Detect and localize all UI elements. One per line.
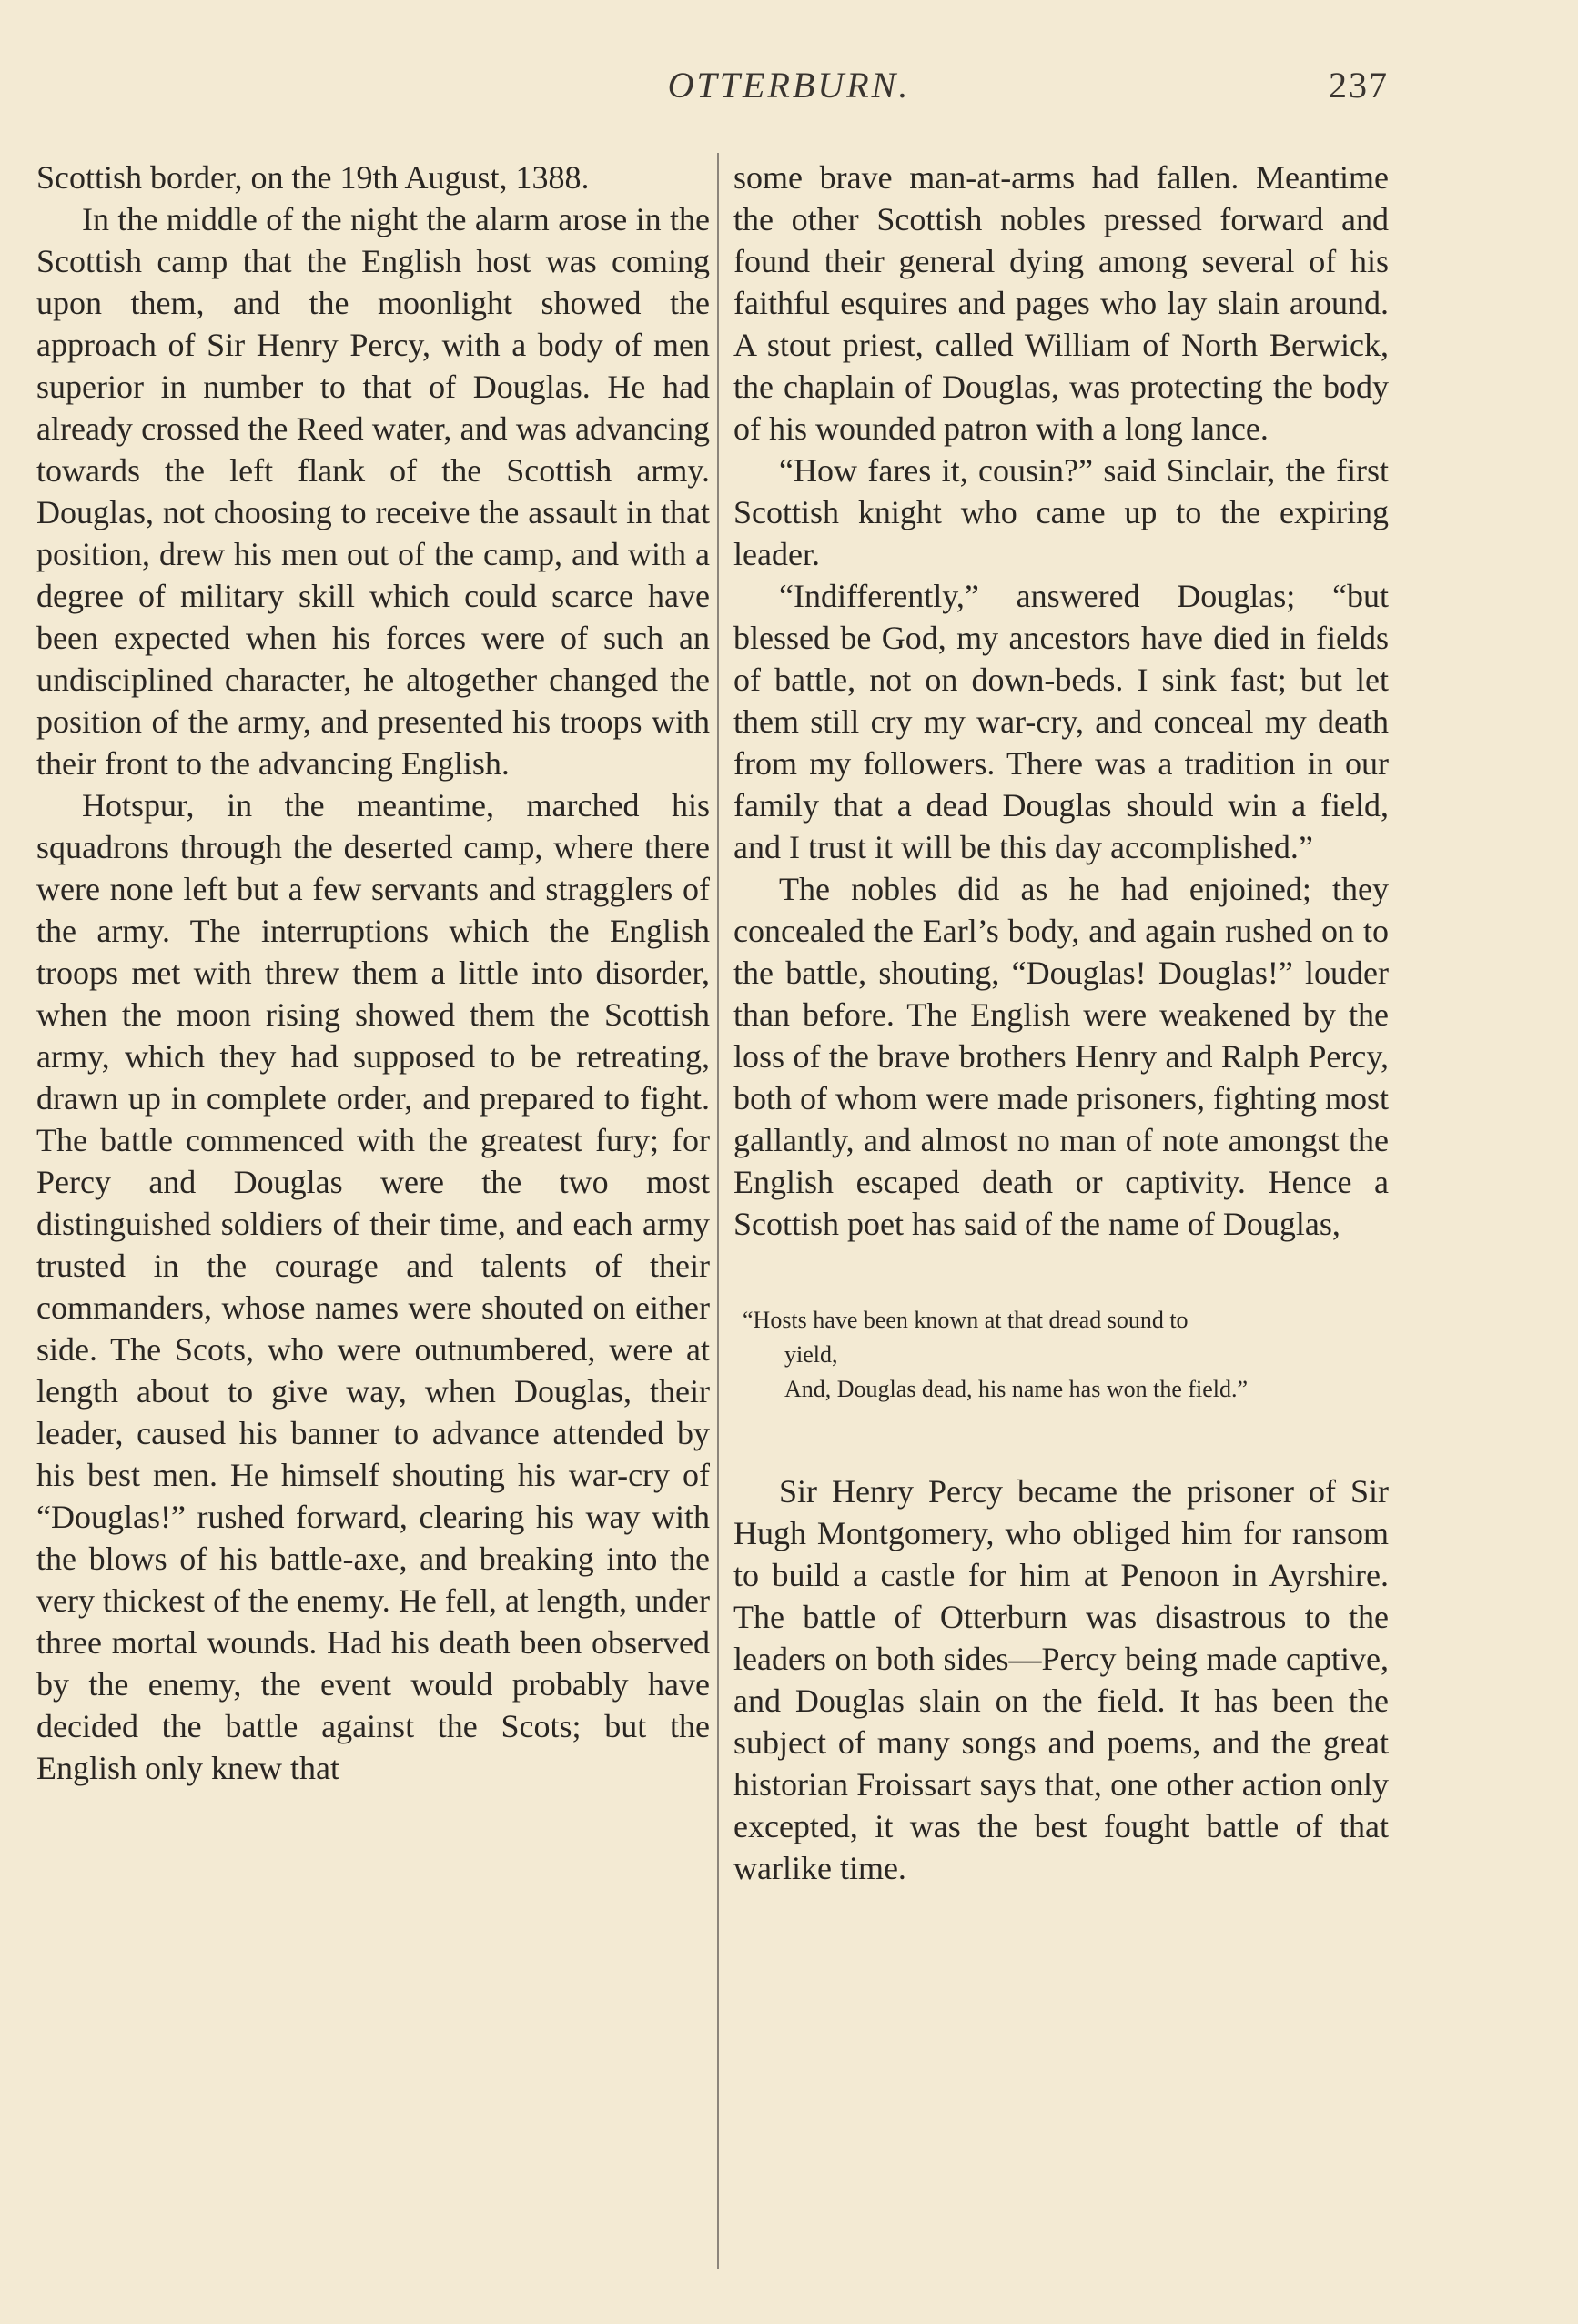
paragraph: “How fares it, cousin?” said Sinclair, the first Scottish knight who came up to the expiring leader. [733,452,1389,572]
paragraph: The nobles did as he had enjoined; they concealed the Earl’s body, and again rushed on to the battle, shouting, “Douglas! Douglas!” louder than before. The English were weakened by the loss of the brave brothers Henry and Ralph Percy, both of whom were made prisoners, fighting most gallantly, and almost no man of note amongst the English escaped death or captivity. Hence a Scottish poet has said of the name of Douglas, [733,871,1389,1242]
column-divider [717,153,719,2269]
paragraph: Sir Henry Percy became the prisoner of Sir Hugh Montgomery, who obliged him for ransom to build a castle for him at Penoon in Ayrshire. The battle of Otterburn was disastrous to the leaders on both sides—Percy being made captive, and Douglas slain on the field. It has been the subject of many songs and poems, and the great historian Froissart says that, one other action only excepted, it was the best fought battle of that warlike time. [733,1473,1389,1886]
running-header-title: OTTERBURN. [667,65,911,106]
right-column [733,157,1389,1889]
page-number: 237 [1329,65,1389,106]
left-column [36,157,710,1789]
verse-quotation [733,1303,1389,1407]
paragraph: In the middle of the night the alarm arose in the Scottish camp that the English host was coming upon them, and the moonlight showed the approach of Sir Henry Percy, with a body of men superior in number to that of Douglas. He had already crossed the Reed water, and was advancing towards the left flank of the Scottish army. Douglas, not choosing to receive the assault in that position, drew his men out of the camp, and with a degree of military skill which could scarce have been expected when his forces were of such an undisciplined character, he altogether changed the position of the army, and presented his troops with their front to the advancing English. [36,201,710,782]
paragraph: some brave man-at-arms had fallen. Meantime the other Scottish nobles pressed forward and found their general dying among several of his faithful esquires and pages who lay slain around. A stout priest, called William of North Berwick, the chaplain of Douglas, was protecting the body of his wounded patron with a long lance. [733,159,1389,447]
verse-line: “Hosts have been known at that dread sound to [743,1307,1189,1333]
paragraph: Hotspur, in the meantime, marched his squadrons through the deserted camp, where there were none left but a few servants and stragglers of the army. The interruptions which the English troops met with threw them a little into disorder, when the moon rising showed them the Scottish army, which they had supposed to be retreating, drawn up in complete order, and prepared to fight. The battle commenced with the greatest fury; for Percy and Douglas were the two most distinguished soldiers of their time, and each army trusted in the courage and talents of their commanders, whose names were shouted on either side. The Scots, who were outnumbered, were at length about to give way, when Douglas, their leader, caused his banner to advance attended by his best men. He himself shouting his war-cry of “Douglas!” rushed forward, clearing his way with the blows of his battle-axe, and breaking into the very thickest of the enemy. He fell, at length, under three mortal wounds. Had his death been observed by the enemy, the event would probably have decided the battle against the Scots; but the English only knew that [36,787,710,1786]
verse-line: And, Douglas dead, his name has won the field.” [784,1376,1249,1402]
paragraph: “Indifferently,” answered Douglas; “but blessed be God, my ancestors have died in fields of battle, not on down-beds. I sink fast; but let them still cry my war-cry, and conceal my death from my followers. There was a tradition in our family that a dead Douglas should win a field, and I trust it will be this day accomplished.” [733,578,1389,865]
verse-line: yield, [784,1341,838,1368]
paragraph: Scottish border, on the 19th August, 1388. [36,159,590,196]
